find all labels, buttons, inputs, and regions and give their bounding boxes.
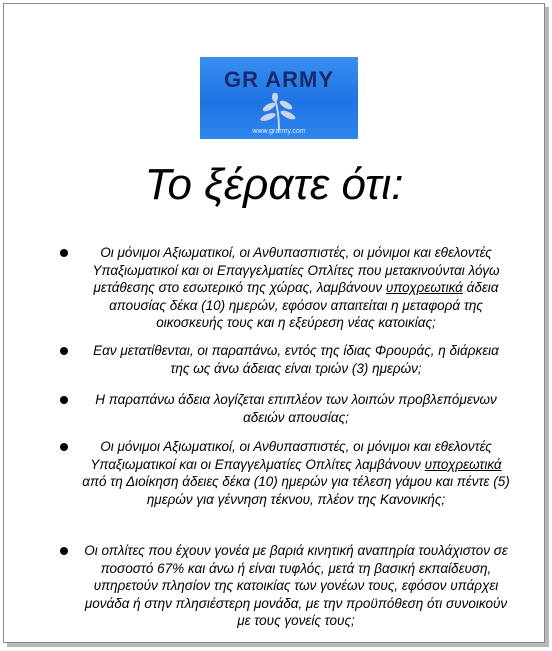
item-text: Οι μόνιμοι Αξιωματικοί, οι Ανθυπασπιστές, οι μόνιμοι και εθελοντές Υπαξιωματικοί και οι Επαγγελματίες Οπλίτες που μετακινούνται λόγω μετάθεσης στο εσωτερικό της χώρας, λαμβάνουν υποχρεωτικά άδεια απουσίας δέκα (10) ημερών, εφόσον απαιτείται η μεταφορά της οικοσκευής τους και η εξεύρεση νέας κατοικίας;	[92, 245, 500, 330]
item-text: Εαν μετατίθενται, οι παραπάνω, εντός της ίδιας Φρουράς, η διάρκεια της ως άνω άδειας είναι τριών (3) ημερών;	[93, 343, 499, 376]
bullet-icon	[60, 443, 68, 451]
bullet-icon	[60, 396, 68, 404]
item-text: Οι οπλίτες που έχουν γονέα με βαριά κινητική αναπηρία τουλάχιστον σε ποσοστό 67% και άνω ή είναι τυφλός, μετά τη βασική εκπαίδευση, υπηρετούν πλησίον της κατοικίας των γονέων τους, εφόσον υπάρχει μονάδα ή στην πλησιέστερη μονάδα, με την προϋπόθεση ότι συνοικούν με τους γονείς τους;	[84, 543, 508, 628]
item-text: Η παραπάνω άδεια λογίζεται επιπλέον των λοιπών προβλεπόμενων αδειών απουσίας;	[95, 392, 497, 425]
page-heading: Το ξέρατε ότι:	[144, 160, 404, 209]
laurel-sprig-icon	[257, 93, 301, 131]
logo-title: GR ARMY	[223, 67, 335, 92]
logo-url: www.grarmy.com	[252, 128, 306, 135]
page	[3, 3, 545, 643]
bullet-icon	[60, 547, 68, 555]
bullet-icon	[60, 249, 68, 257]
item-text: Οι μόνιμοι Αξιωματικοί, οι Ανθυπασπιστές, οι μόνιμοι και εθελοντές Υπαξιωματικοί και οι Επαγγελματίες Οπλίτες λαμβάνουν υποχρεωτικά από τη Διοίκηση άδειες δέκα (10) ημερών για τέλεση γάμου και πέντε (5) ημερών για γέννηση τέκνου, πλέον της Κανονικής;	[82, 439, 510, 507]
bullet-icon	[60, 347, 68, 355]
gr-army-logo	[200, 57, 358, 139]
